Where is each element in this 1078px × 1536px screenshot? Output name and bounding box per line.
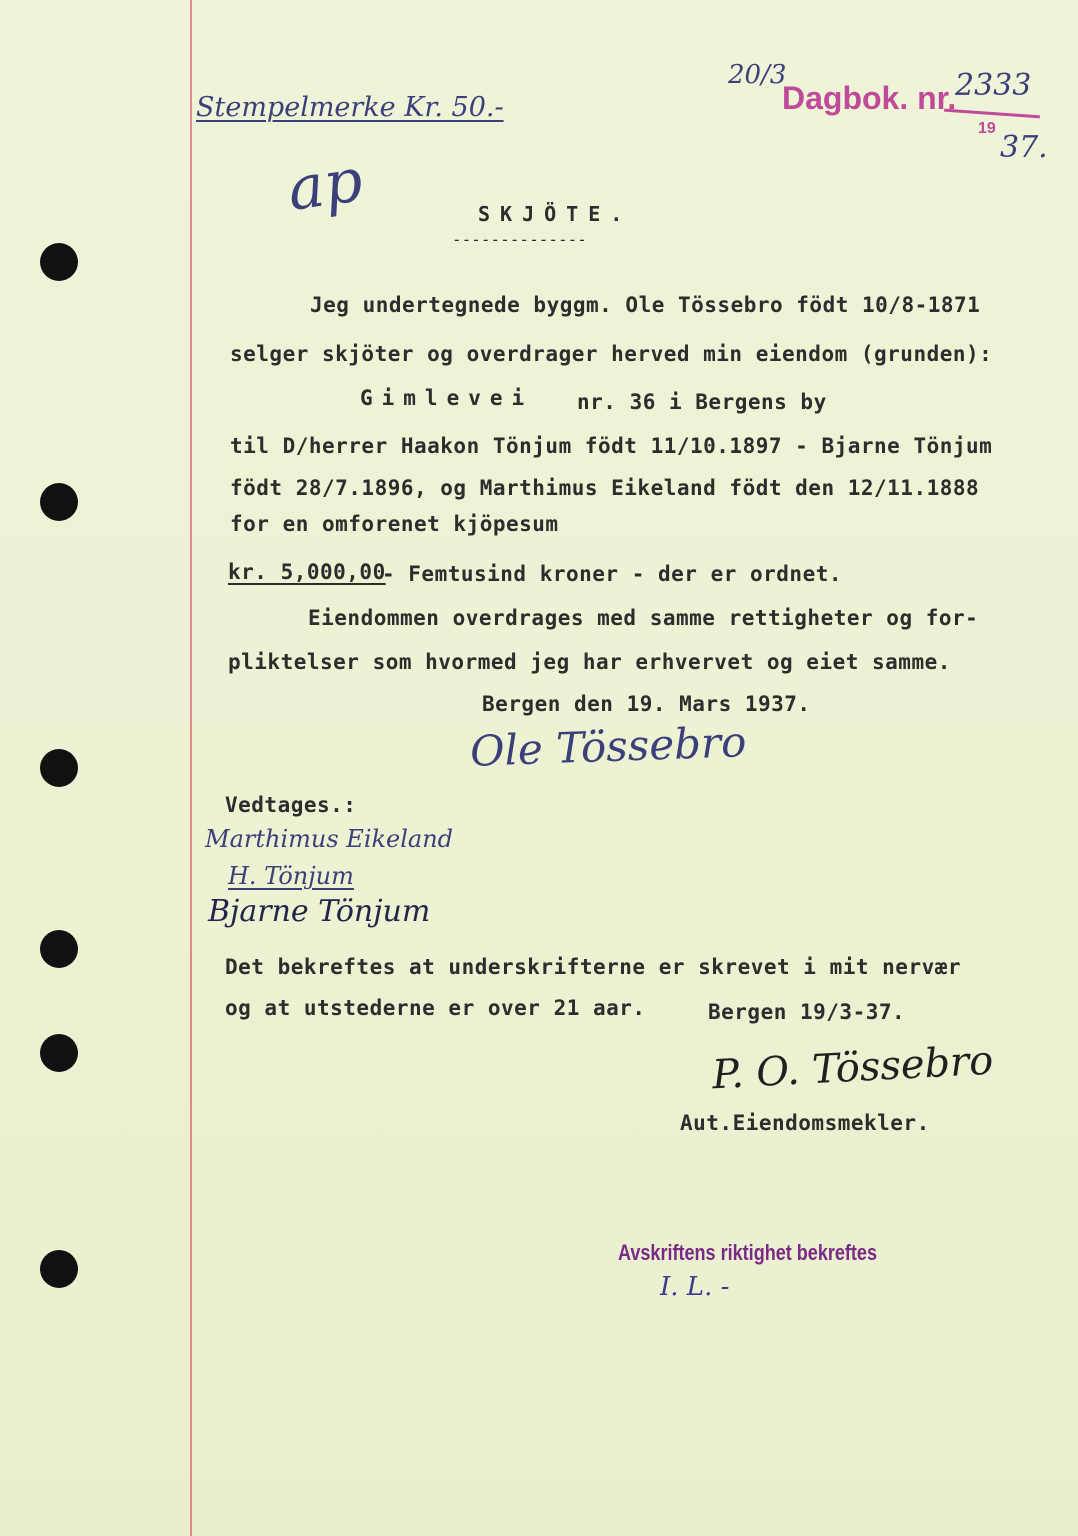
body-line: selger skjöter og overdrager herved min eiendom (grunden): bbox=[230, 342, 993, 366]
place-date: Bergen den 19. Mars 1937. bbox=[482, 692, 811, 716]
stamp-tax-note: Stempelmerke Kr. 50.- bbox=[196, 92, 504, 123]
body-line: pliktelser som hvormed jeg har erhvervet og eiet samme. bbox=[228, 650, 951, 674]
dagbok-number: 2333 bbox=[955, 68, 1032, 103]
dagbok-date: 20/3 bbox=[728, 60, 787, 90]
document-title: SKJÖTE. bbox=[478, 202, 633, 226]
body-line: Eiendommen overdrages med samme rettigheter og for- bbox=[308, 606, 979, 630]
broker-title: Aut.Eiendomsmekler. bbox=[680, 1111, 930, 1135]
body-line: födt 28/7.1896, og Marthimus Eikeland födt den 12/11.1888 bbox=[230, 476, 980, 500]
broker-signature: P. O. Tössebro bbox=[710, 1037, 995, 1099]
punch-hole bbox=[40, 243, 78, 281]
dagbok-year-printed: 19 bbox=[978, 120, 996, 137]
dagbok-year-written: 37. bbox=[1000, 130, 1048, 165]
body-line: Jeg undertegnede byggm. Ole Tössebro födt 10/8-1871 bbox=[310, 293, 981, 317]
copy-certification-initials: I. L. - bbox=[660, 1272, 730, 1302]
buyer-signature: Bjarne Tönjum bbox=[208, 894, 431, 929]
body-line: til D/herrer Haakon Tönjum födt 11/10.1897 - Bjarne Tönjum bbox=[230, 434, 993, 458]
witness-line: og at utstederne er over 21 aar. bbox=[225, 996, 646, 1020]
initials-mark: ap bbox=[283, 145, 367, 225]
body-line: nr. 36 i Bergens by bbox=[577, 390, 827, 414]
dagbok-rule bbox=[944, 109, 1040, 119]
buyer-signature: Marthimus Eikeland bbox=[205, 825, 454, 853]
punch-hole bbox=[40, 483, 78, 521]
punch-hole bbox=[40, 930, 78, 968]
punch-hole bbox=[40, 1250, 78, 1288]
seller-signature: Ole Tössebro bbox=[469, 717, 748, 776]
body-line: for en omforenet kjöpesum bbox=[230, 512, 559, 536]
witness-line: Det bekreftes at underskrifterne er skrevet i mit nervær bbox=[225, 955, 962, 979]
accepted-label: Vedtages.: bbox=[225, 793, 357, 817]
buyer-signature: H. Tönjum bbox=[228, 862, 354, 890]
copy-certification-stamp: Avskriftens riktighet bekreftes bbox=[618, 1240, 878, 1265]
witness-date: Bergen 19/3-37. bbox=[708, 1000, 906, 1024]
punch-hole bbox=[40, 1034, 78, 1072]
punch-hole bbox=[40, 749, 78, 787]
body-amount: kr. 5,000,00 bbox=[228, 560, 386, 584]
dagbok-label: Dagbok. nr. bbox=[782, 80, 957, 116]
margin-line bbox=[190, 0, 192, 1536]
body-street: Gimlevei bbox=[360, 386, 534, 410]
title-underline: -------------- bbox=[452, 230, 587, 249]
body-line: - Femtusind kroner - der er ordnet. bbox=[382, 562, 843, 586]
